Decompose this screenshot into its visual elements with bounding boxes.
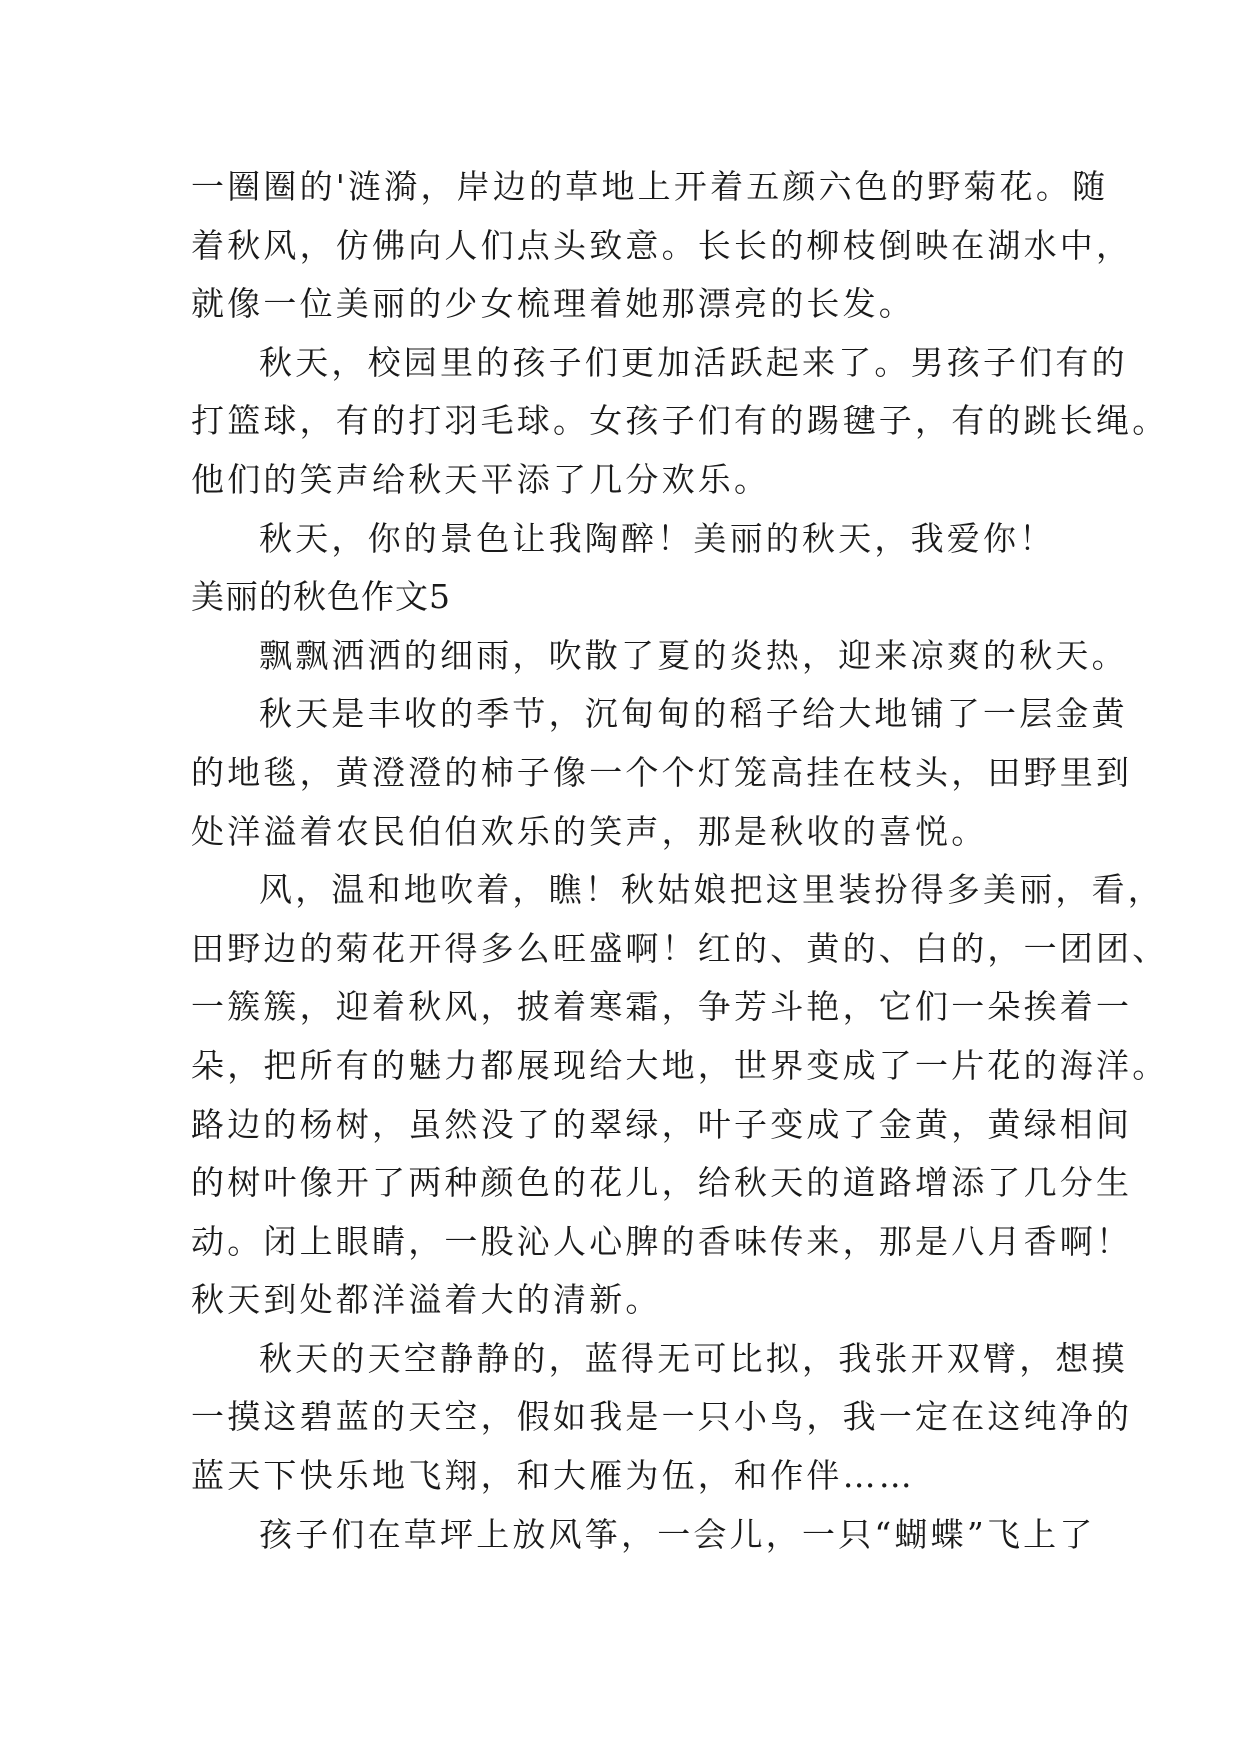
text-line: 的地毯，黄澄澄的柿子像一个个灯笼高挂在枝头，田野里到 [191, 752, 1133, 792]
paragraph-first-line: 秋天，校园里的孩子们更加活跃起来了。男孩子们有的 [259, 342, 1128, 382]
text-line: 路边的杨树，虽然没了的翠绿，叶子变成了金黄，黄绿相间 [191, 1104, 1133, 1144]
paragraph-first-line: 秋天，你的景色让我陶醉！美丽的秋天，我爱你！ [259, 518, 1056, 558]
text-line: 一圈圈的'涟漪，岸边的草地上开着五颜六色的野菊花。随 [191, 167, 1109, 206]
paragraph-first-line: 飘飘洒洒的细雨，吹散了夏的炎热，迎来凉爽的秋天。 [259, 635, 1128, 675]
text-line: 打篮球，有的打羽毛球。女孩子们有的踢毽子，有的跳长绳。 [191, 401, 1169, 441]
paragraph-first-line: 秋天是丰收的季节，沉甸甸的稻子给大地铺了一层金黄 [259, 694, 1128, 734]
text-line: 着秋风，仿佛向人们点头致意。长长的柳枝倒映在湖水中， [191, 225, 1133, 265]
text-line: 秋天到处都洋溢着大的清新。 [191, 1280, 662, 1320]
text-line: 动。闭上眼睛，一股沁人心脾的香味传来，那是八月香啊！ [191, 1221, 1133, 1261]
text-line: 朵，把所有的魅力都展现给大地，世界变成了一片花的海洋。 [191, 1045, 1169, 1085]
text-line: 蓝天下快乐地飞翔，和大雁为伍，和作伴…… [191, 1456, 915, 1496]
text-line: 处洋溢着农民伯伯欢乐的笑声，那是秋收的喜悦。 [191, 811, 988, 851]
text-line: 他们的笑声给秋天平添了几分欢乐。 [191, 459, 771, 499]
text-line: 一摸这碧蓝的天空，假如我是一只小鸟，我一定在这纯净的 [191, 1397, 1133, 1437]
paragraph-first-line: 秋天的天空静静的，蓝得无可比拟，我张开双臂，想摸 [259, 1338, 1128, 1378]
text-line: 一簇簇，迎着秋风，披着寒霜，争芳斗艳，它们一朵挨着一 [191, 987, 1133, 1027]
paragraph-first-line: 孩子们在草坪上放风筝，一会儿，一只“蝴蝶”飞上了 [259, 1514, 1096, 1554]
paragraph-first-line: 风，温和地吹着，瞧！秋姑娘把这里装扮得多美丽，看， [259, 870, 1164, 910]
text-line: 就像一位美丽的少女梳理着她那漂亮的长发。 [191, 284, 915, 324]
essay-body [191, 158, 1169, 1564]
section-heading: 美丽的秋色作文5 [191, 577, 451, 617]
text-line: 的树叶像开了两种颜色的花儿，给秋天的道路增添了几分生 [191, 1163, 1133, 1203]
text-line: 田野边的菊花开得多么旺盛啊！红的、黄的、白的，一团团、 [191, 928, 1169, 968]
